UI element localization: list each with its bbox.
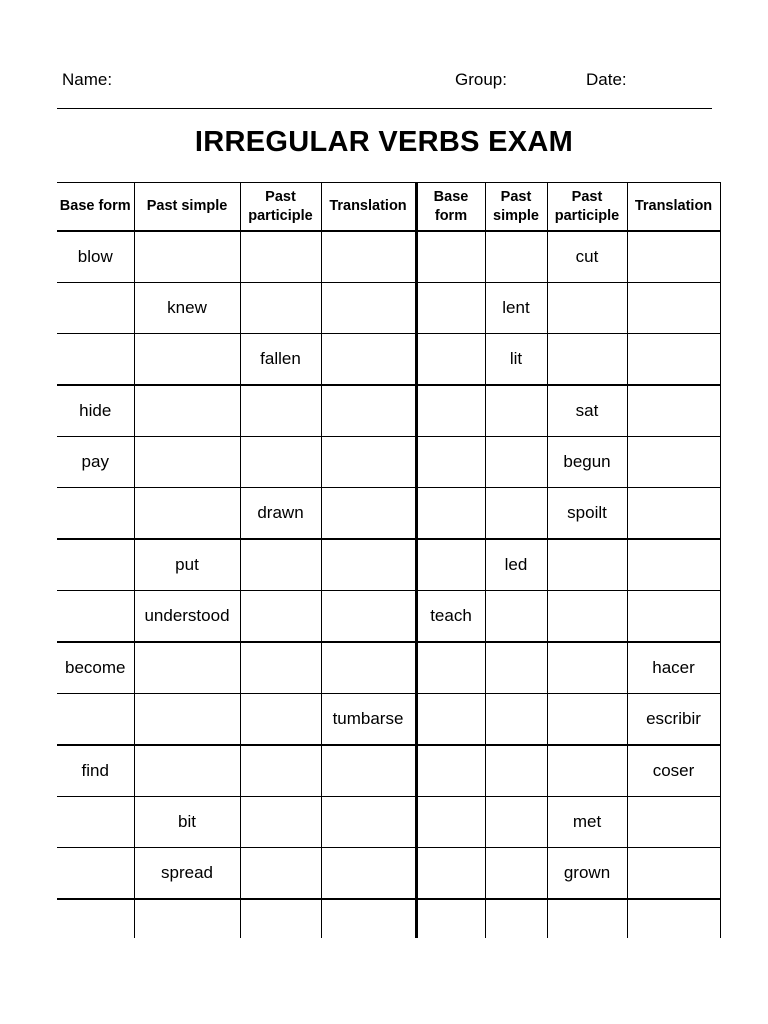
answer-cell[interactable]	[627, 437, 720, 488]
answer-cell[interactable]	[485, 694, 547, 746]
answer-cell[interactable]	[416, 283, 485, 334]
column-header: Past simple	[134, 183, 240, 232]
answer-cell[interactable]	[416, 899, 485, 938]
table-cell: sat	[547, 385, 627, 437]
answer-cell[interactable]	[627, 385, 720, 437]
answer-cell[interactable]	[627, 231, 720, 283]
answer-cell[interactable]	[240, 745, 321, 797]
table-row	[57, 642, 720, 694]
table-cell: pay	[57, 437, 134, 488]
table-row	[57, 848, 720, 900]
table-row	[57, 231, 720, 283]
answer-cell[interactable]	[547, 591, 627, 643]
answer-cell[interactable]	[321, 231, 416, 283]
table-cell: grown	[547, 848, 627, 900]
answer-cell[interactable]	[134, 642, 240, 694]
date-label: Date:	[586, 70, 627, 89]
table-row	[57, 488, 720, 540]
column-header: Translation	[321, 183, 416, 232]
answer-cell[interactable]	[485, 591, 547, 643]
answer-cell[interactable]	[321, 642, 416, 694]
answer-cell[interactable]	[321, 283, 416, 334]
table-cell: spread	[134, 848, 240, 900]
answer-cell[interactable]	[57, 591, 134, 643]
table-row	[57, 283, 720, 334]
answer-cell[interactable]	[485, 797, 547, 848]
answer-cell[interactable]	[547, 539, 627, 591]
answer-cell[interactable]	[240, 283, 321, 334]
table-cell: led	[485, 539, 547, 591]
table-row	[57, 694, 720, 746]
column-header: Past simple	[485, 183, 547, 232]
answer-cell[interactable]	[416, 797, 485, 848]
answer-cell[interactable]	[627, 488, 720, 540]
answer-cell[interactable]	[321, 745, 416, 797]
table-cell: spoilt	[547, 488, 627, 540]
answer-cell[interactable]	[240, 642, 321, 694]
answer-cell[interactable]	[627, 334, 720, 386]
answer-cell[interactable]	[416, 488, 485, 540]
answer-cell[interactable]	[57, 539, 134, 591]
table-body	[57, 231, 720, 938]
answer-cell[interactable]	[485, 745, 547, 797]
table-cell: drawn	[240, 488, 321, 540]
table-cell: fallen	[240, 334, 321, 386]
answer-cell[interactable]	[485, 642, 547, 694]
table-row	[57, 539, 720, 591]
answer-cell[interactable]	[240, 437, 321, 488]
answer-cell[interactable]	[485, 899, 547, 938]
answer-cell[interactable]	[321, 539, 416, 591]
table-cell: lent	[485, 283, 547, 334]
answer-cell[interactable]	[416, 694, 485, 746]
answer-cell[interactable]	[485, 437, 547, 488]
answer-cell[interactable]	[547, 694, 627, 746]
table-cell: lit	[485, 334, 547, 386]
table-cell: cut	[547, 231, 627, 283]
answer-cell[interactable]	[485, 848, 547, 900]
answer-cell[interactable]	[321, 591, 416, 643]
table-cell: coser	[627, 745, 720, 797]
answer-cell[interactable]	[547, 899, 627, 938]
answer-cell[interactable]	[240, 591, 321, 643]
answer-cell[interactable]	[547, 283, 627, 334]
name-label: Name:	[62, 70, 113, 89]
answer-cell[interactable]	[57, 797, 134, 848]
verbs-table	[57, 182, 721, 938]
table-cell: blow	[57, 231, 134, 283]
column-header: Base form	[57, 183, 134, 232]
answer-cell[interactable]	[485, 488, 547, 540]
table-cell: knew	[134, 283, 240, 334]
answer-cell[interactable]	[134, 488, 240, 540]
table-header-row	[57, 183, 720, 232]
answer-cell[interactable]	[321, 437, 416, 488]
answer-cell[interactable]	[627, 591, 720, 643]
table-row	[57, 334, 720, 386]
table-cell: met	[547, 797, 627, 848]
table-cell: hacer	[627, 642, 720, 694]
column-header: Past participle	[547, 183, 627, 232]
table-row	[57, 591, 720, 643]
table-row	[57, 797, 720, 848]
table-cell: tumbarse	[321, 694, 416, 746]
table-row	[57, 745, 720, 797]
group-label: Group:	[455, 70, 507, 89]
column-header: Past participle	[240, 183, 321, 232]
answer-cell[interactable]	[627, 797, 720, 848]
answer-cell[interactable]	[321, 385, 416, 437]
answer-cell[interactable]	[240, 797, 321, 848]
answer-cell[interactable]	[627, 283, 720, 334]
page-title: IRREGULAR VERBS EXAM	[194, 126, 574, 158]
table-cell: become	[57, 642, 134, 694]
answer-cell[interactable]	[240, 231, 321, 283]
answer-cell[interactable]	[240, 385, 321, 437]
answer-cell[interactable]	[416, 848, 485, 900]
answer-cell[interactable]	[134, 437, 240, 488]
answer-cell[interactable]	[416, 539, 485, 591]
answer-cell[interactable]	[134, 385, 240, 437]
answer-cell[interactable]	[57, 848, 134, 900]
answer-cell[interactable]	[321, 797, 416, 848]
answer-cell[interactable]	[240, 899, 321, 938]
table-row	[57, 437, 720, 488]
answer-cell[interactable]	[485, 385, 547, 437]
table-cell: hide	[57, 385, 134, 437]
answer-cell[interactable]	[416, 334, 485, 386]
table-row	[57, 385, 720, 437]
table-row	[57, 899, 720, 938]
answer-cell[interactable]	[627, 539, 720, 591]
answer-cell[interactable]	[416, 231, 485, 283]
answer-cell[interactable]	[134, 745, 240, 797]
answer-cell[interactable]	[57, 283, 134, 334]
answer-cell[interactable]	[134, 334, 240, 386]
answer-cell[interactable]	[57, 334, 134, 386]
header-rule	[57, 108, 712, 109]
answer-cell[interactable]	[321, 899, 416, 938]
answer-cell[interactable]	[57, 899, 134, 938]
table-cell: escribir	[627, 694, 720, 746]
answer-cell[interactable]	[321, 488, 416, 540]
answer-cell[interactable]	[57, 694, 134, 746]
column-header: Translation	[627, 183, 720, 232]
answer-cell[interactable]	[547, 642, 627, 694]
answer-cell[interactable]	[627, 899, 720, 938]
answer-cell[interactable]	[321, 334, 416, 386]
table-cell: begun	[547, 437, 627, 488]
answer-cell[interactable]	[134, 694, 240, 746]
table-cell: bit	[134, 797, 240, 848]
answer-cell[interactable]	[134, 231, 240, 283]
answer-cell[interactable]	[547, 745, 627, 797]
answer-cell[interactable]	[485, 231, 547, 283]
answer-cell[interactable]	[416, 642, 485, 694]
answer-cell[interactable]	[240, 848, 321, 900]
answer-cell[interactable]	[240, 694, 321, 746]
answer-cell[interactable]	[57, 488, 134, 540]
answer-cell[interactable]	[547, 334, 627, 386]
table-cell: understood	[134, 591, 240, 643]
column-header: Base form	[416, 183, 485, 232]
table-cell: put	[134, 539, 240, 591]
table-cell: find	[57, 745, 134, 797]
answer-cell[interactable]	[240, 539, 321, 591]
answer-cell[interactable]	[134, 899, 240, 938]
answer-cell[interactable]	[416, 745, 485, 797]
answer-cell[interactable]	[416, 437, 485, 488]
table-cell: teach	[416, 591, 485, 643]
answer-cell[interactable]	[416, 385, 485, 437]
answer-cell[interactable]	[627, 848, 720, 900]
answer-cell[interactable]	[321, 848, 416, 900]
